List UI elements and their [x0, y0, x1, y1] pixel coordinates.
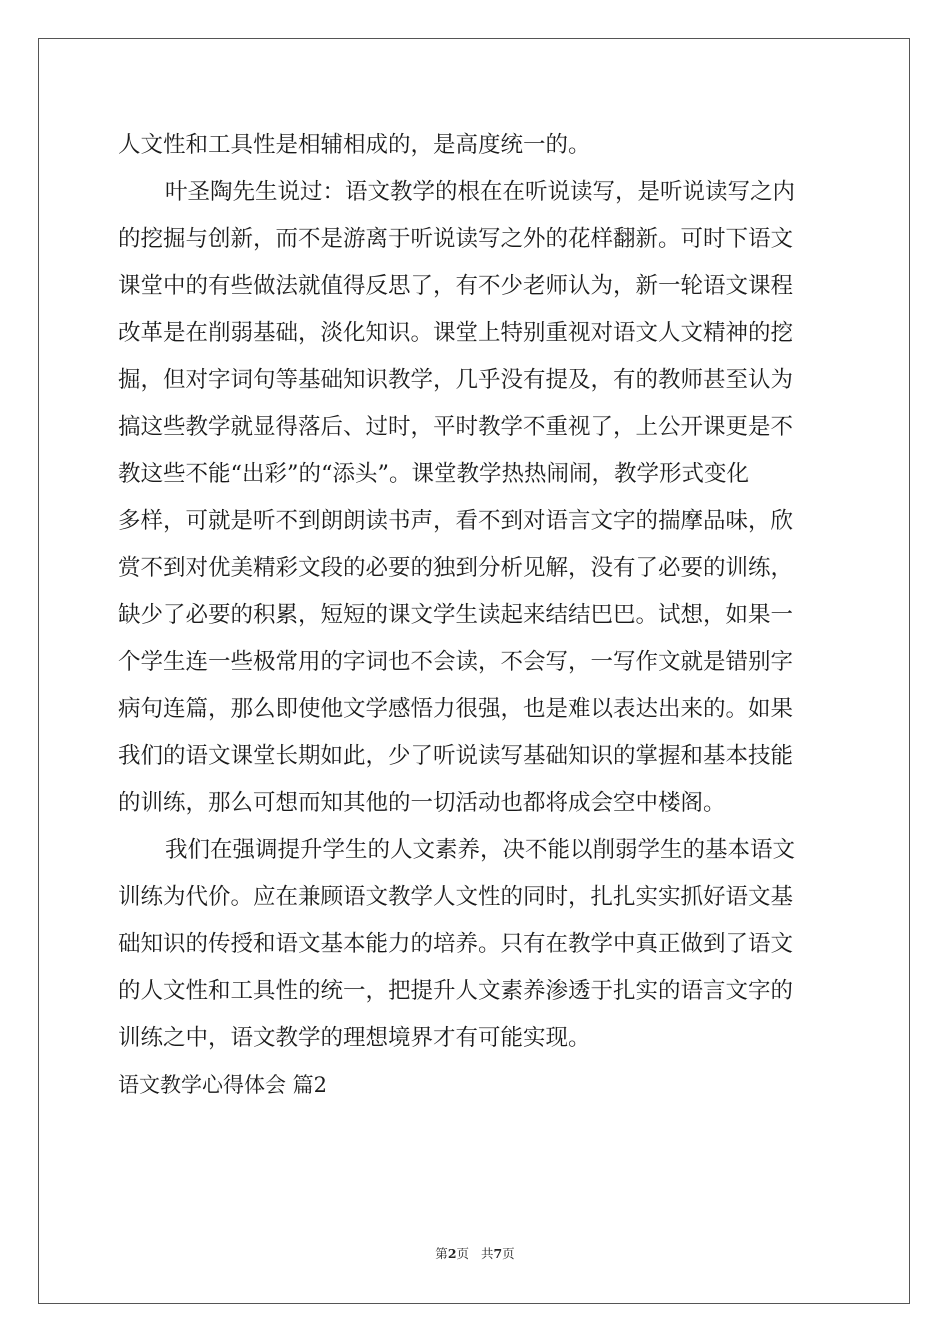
footer-total-suffix: 页: [502, 1246, 515, 1261]
footer-total-prefix: 共: [480, 1246, 494, 1261]
paragraph-line: 的挖掘与创新，而不是游离于听说读写之外的花样翻新。可时下语文: [118, 226, 794, 252]
paragraph-line: 搞这些教学就显得落后、过时，平时教学不重视了，上公开课更是不: [118, 414, 794, 440]
paragraph-line: 教这些不能“出彩”的“添头”。课堂教学热热闹闹，教学形式变化: [118, 461, 750, 487]
total-page-number: 7: [493, 1246, 503, 1261]
paragraph-line: 的训练，那么可想而知其他的一切活动也都将成会空中楼阁。: [118, 790, 726, 816]
section-heading: 语文教学心得体会 篇2: [118, 1073, 328, 1097]
paragraph-line: 叶圣陶先生说过：语文教学的根在在听说读写，是听说读写之内: [165, 179, 796, 205]
paragraph-line: 缺少了必要的积累，短短的课文学生读起来结结巴巴。试想，如果一: [118, 602, 794, 628]
paragraph-line: 训练之中，语文教学的理想境界才有可能实现。: [118, 1025, 591, 1051]
paragraph-line: 我们的语文课堂长期如此，少了听说读写基础知识的掌握和基本技能: [118, 743, 794, 769]
paragraph-line: 病句连篇，那么即使他文学感悟力很强，也是难以表达出来的。如果: [118, 696, 794, 722]
paragraph-line: 多样，可就是听不到朗朗读书声，看不到对语言文字的揣摩品味，欣: [118, 508, 794, 534]
footer-prefix: 第: [435, 1246, 448, 1261]
paragraph-line: 课堂中的有些做法就值得反思了，有不少老师认为，新一轮语文课程: [118, 273, 794, 299]
paragraph-line: 个学生连一些极常用的字词也不会读，不会写，一写作文就是错别字: [118, 649, 794, 675]
paragraph-line: 我们在强调提升学生的人文素养，决不能以削弱学生的基本语文: [165, 837, 796, 863]
paragraph-line: 掘，但对字词句等基础知识教学，几乎没有提及，有的教师甚至认为: [118, 367, 794, 393]
current-page-number: 2: [447, 1246, 457, 1261]
footer-page-suffix: 页: [456, 1246, 470, 1261]
paragraph-line: 训练为代价。应在兼顾语文教学人文性的同时，扎扎实实抓好语文基: [118, 884, 794, 910]
paragraph-line: 的人文性和工具性的统一，把提升人文素养渗透于扎实的语言文字的: [118, 978, 794, 1004]
paragraph-line: 改革是在削弱基础，淡化知识。课堂上特别重视对语文人文精神的挖: [118, 320, 794, 346]
paragraph-line: 人文性和工具性是相辅相成的，是高度统一的。: [118, 132, 591, 158]
paragraph-line: 赏不到对优美精彩文段的必要的独到分析见解，没有了必要的训练，: [118, 555, 794, 581]
paragraph-line: 础知识的传授和语文基本能力的培养。只有在教学中真正做到了语文: [118, 931, 794, 957]
page-footer: [0, 1244, 950, 1262]
